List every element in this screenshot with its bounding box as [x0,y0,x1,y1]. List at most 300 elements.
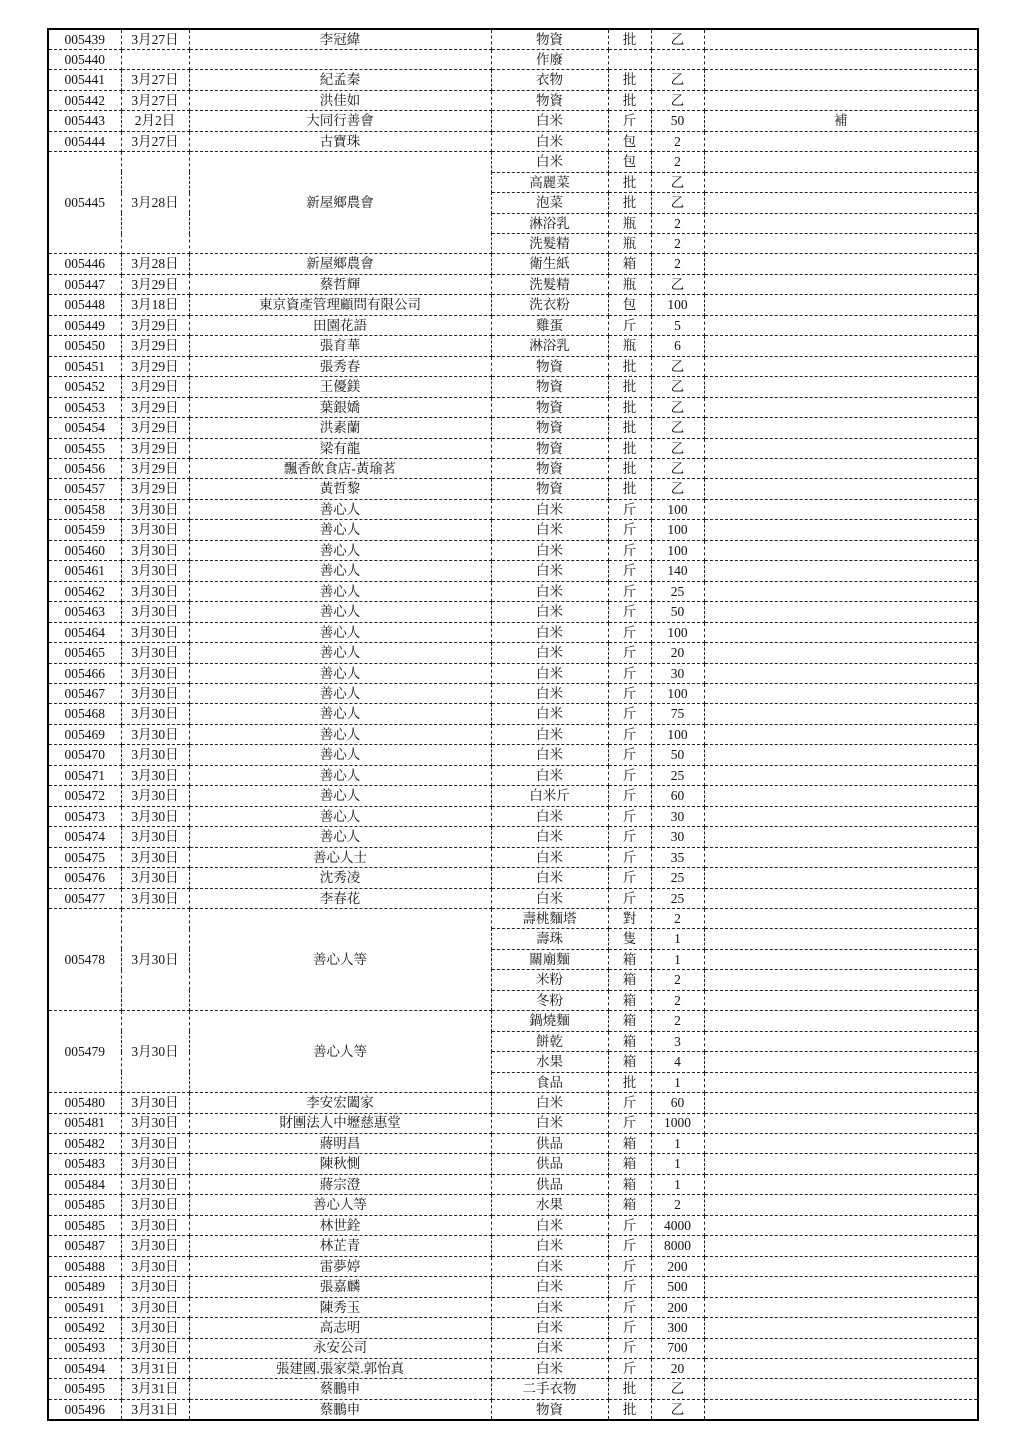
item-cell: 白米 [491,724,608,744]
table-row [48,745,978,765]
note-cell [704,1358,978,1378]
date-cell: 3月30日 [121,499,189,519]
table-row [48,561,978,581]
item-cell: 洗髮精 [491,274,608,294]
qty-cell: 乙 [651,1399,704,1420]
table-row [48,152,978,172]
table-row [48,868,978,888]
unit-cell: 包 [608,152,651,172]
note-cell [704,765,978,785]
donor-cell: 張育華 [189,336,491,356]
table-row [48,315,978,335]
item-cell: 米粉 [491,970,608,990]
unit-cell: 批 [608,172,651,192]
note-cell [704,131,978,151]
date-cell: 3月30日 [121,724,189,744]
table-row [48,1277,978,1297]
item-cell: 壽珠 [491,929,608,949]
item-cell: 鍋燒麵 [491,1011,608,1031]
date-cell: 3月30日 [121,1297,189,1317]
donor-cell: 永安公司 [189,1338,491,1358]
receipt-number-cell: 005469 [48,724,121,744]
receipt-number-cell: 005481 [48,1113,121,1133]
note-cell [704,1031,978,1051]
qty-cell: 2 [651,234,704,254]
unit-cell: 斤 [608,1338,651,1358]
note-cell [704,499,978,519]
donor-cell: 善心人 [189,704,491,724]
qty-cell: 乙 [651,1379,704,1399]
item-cell: 供品 [491,1133,608,1153]
receipt-number-cell: 005449 [48,315,121,335]
donor-cell: 財團法人中壢慈惠堂 [189,1113,491,1133]
date-cell: 3月31日 [121,1399,189,1420]
item-cell: 白米 [491,1277,608,1297]
qty-cell: 25 [651,765,704,785]
donor-cell: 林芷青 [189,1236,491,1256]
note-cell [704,949,978,969]
date-cell: 3月29日 [121,397,189,417]
qty-cell: 100 [651,295,704,315]
unit-cell: 批 [608,70,651,90]
note-cell [704,90,978,110]
qty-cell: 2 [651,1195,704,1215]
table-row [48,1236,978,1256]
qty-cell: 140 [651,561,704,581]
item-cell: 白米 [491,540,608,560]
date-cell: 3月29日 [121,459,189,479]
table-row [48,806,978,826]
note-cell [704,868,978,888]
ledger-body [48,29,978,1420]
item-cell: 白米 [491,643,608,663]
unit-cell: 斤 [608,745,651,765]
note-cell [704,49,978,69]
receipt-number-cell: 005459 [48,520,121,540]
item-cell: 白米 [491,1318,608,1338]
donor-cell: 善心人 [189,540,491,560]
item-cell: 供品 [491,1154,608,1174]
receipt-number-cell: 005452 [48,377,121,397]
donor-cell: 善心人等 [189,1011,491,1093]
receipt-number-cell: 005453 [48,397,121,417]
unit-cell: 斤 [608,704,651,724]
date-cell [121,49,189,69]
donor-cell: 張秀春 [189,356,491,376]
table-row [48,540,978,560]
item-cell: 高麗菜 [491,172,608,192]
date-cell: 3月30日 [121,1215,189,1235]
item-cell: 白米 [491,847,608,867]
date-cell: 3月30日 [121,684,189,704]
unit-cell: 批 [608,1399,651,1420]
donor-cell: 張建國.張家榮.郭怡真 [189,1358,491,1378]
note-cell [704,581,978,601]
note-cell [704,827,978,847]
item-cell: 雞蛋 [491,315,608,335]
qty-cell: 乙 [651,377,704,397]
receipt-number-cell: 005496 [48,1399,121,1420]
date-cell: 3月29日 [121,336,189,356]
table-row [48,1195,978,1215]
date-cell: 3月30日 [121,643,189,663]
receipt-number-cell: 005471 [48,765,121,785]
note-cell [704,643,978,663]
date-cell: 3月30日 [121,1277,189,1297]
qty-cell: 20 [651,1358,704,1378]
table-row [48,663,978,683]
note-cell [704,397,978,417]
table-row [48,49,978,69]
date-cell: 3月29日 [121,438,189,458]
table-row [48,111,978,131]
table-row [48,1256,978,1276]
donor-cell: 蔡鵬申 [189,1399,491,1420]
table-row [48,131,978,151]
unit-cell: 斤 [608,1256,651,1276]
item-cell: 作廢 [491,49,608,69]
qty-cell: 2 [651,152,704,172]
receipt-number-cell: 005455 [48,438,121,458]
donor-cell: 李安宏闔家 [189,1093,491,1113]
note-cell [704,1174,978,1194]
item-cell: 水果 [491,1052,608,1072]
date-cell: 3月30日 [121,786,189,806]
unit-cell: 瓶 [608,234,651,254]
receipt-number-cell: 005483 [48,1154,121,1174]
note-cell [704,315,978,335]
item-cell: 食品 [491,1072,608,1092]
date-cell: 3月30日 [121,1154,189,1174]
table-row [48,908,978,928]
table-row [48,397,978,417]
item-cell: 物資 [491,459,608,479]
note-cell [704,438,978,458]
donor-cell: 洪素蘭 [189,418,491,438]
date-cell: 3月29日 [121,479,189,499]
receipt-number-cell: 005488 [48,1256,121,1276]
table-row [48,1133,978,1153]
item-cell: 白米 [491,663,608,683]
item-cell: 物資 [491,438,608,458]
qty-cell: 60 [651,1093,704,1113]
date-cell: 3月30日 [121,622,189,642]
table-row [48,1379,978,1399]
date-cell: 3月27日 [121,90,189,110]
date-cell: 3月27日 [121,70,189,90]
date-cell: 3月30日 [121,827,189,847]
table-row [48,90,978,110]
donor-cell: 蔣明昌 [189,1133,491,1153]
note-cell [704,929,978,949]
qty-cell: 30 [651,806,704,826]
donor-cell: 李春花 [189,888,491,908]
note-cell [704,602,978,622]
receipt-number-cell: 005461 [48,561,121,581]
qty-cell: 3 [651,1031,704,1051]
date-cell: 3月30日 [121,602,189,622]
donor-cell: 善心人 [189,806,491,826]
unit-cell: 斤 [608,1358,651,1378]
note-cell [704,1093,978,1113]
unit-cell: 斤 [608,540,651,560]
receipt-number-cell: 005458 [48,499,121,519]
unit-cell: 斤 [608,561,651,581]
receipt-number-cell: 005444 [48,131,121,151]
qty-cell: 2 [651,213,704,233]
item-cell: 關廟麵 [491,949,608,969]
item-cell: 白米 [491,704,608,724]
table-row [48,827,978,847]
unit-cell: 包 [608,131,651,151]
unit-cell: 斤 [608,1236,651,1256]
qty-cell: 50 [651,602,704,622]
date-cell: 3月29日 [121,418,189,438]
unit-cell: 斤 [608,806,651,826]
receipt-number-cell: 005489 [48,1277,121,1297]
date-cell: 3月29日 [121,377,189,397]
unit-cell: 斤 [608,581,651,601]
unit-cell: 批 [608,1072,651,1092]
unit-cell: 批 [608,1379,651,1399]
unit-cell: 瓶 [608,274,651,294]
donor-cell: 善心人 [189,499,491,519]
note-cell [704,1379,978,1399]
item-cell: 供品 [491,1174,608,1194]
receipt-number-cell: 005480 [48,1093,121,1113]
item-cell: 白米 [491,1297,608,1317]
note-cell [704,684,978,704]
item-cell: 物資 [491,479,608,499]
table-row [48,581,978,601]
donor-cell: 洪佳如 [189,90,491,110]
table-row [48,1338,978,1358]
date-cell: 3月30日 [121,868,189,888]
table-row [48,70,978,90]
donor-cell: 東京資產管理顧問有限公司 [189,295,491,315]
qty-cell: 100 [651,499,704,519]
note-cell [704,1399,978,1420]
donor-cell: 新屋鄉農會 [189,152,491,254]
date-cell: 3月30日 [121,765,189,785]
note-cell [704,1133,978,1153]
note-cell [704,29,978,49]
unit-cell [608,49,651,69]
qty-cell: 2 [651,970,704,990]
note-cell [704,152,978,172]
table-row [48,274,978,294]
table-row [48,459,978,479]
item-cell: 物資 [491,29,608,49]
donor-cell: 飄香飲食店-黃瑜茗 [189,459,491,479]
qty-cell: 乙 [651,356,704,376]
note-cell [704,172,978,192]
date-cell: 3月30日 [121,561,189,581]
item-cell: 白米 [491,131,608,151]
unit-cell: 斤 [608,622,651,642]
item-cell: 白米 [491,1093,608,1113]
item-cell: 二手衣物 [491,1379,608,1399]
receipt-number-cell: 005482 [48,1133,121,1153]
date-cell: 3月30日 [121,1093,189,1113]
item-cell: 白米 [491,1236,608,1256]
item-cell: 白米 [491,1113,608,1133]
qty-cell: 乙 [651,172,704,192]
item-cell: 餅乾 [491,1031,608,1051]
note-cell [704,459,978,479]
unit-cell: 瓶 [608,336,651,356]
qty-cell: 6 [651,336,704,356]
qty-cell: 1 [651,1072,704,1092]
qty-cell: 乙 [651,418,704,438]
donor-cell: 雷夢婷 [189,1256,491,1276]
qty-cell: 4000 [651,1215,704,1235]
date-cell: 3月30日 [121,888,189,908]
donor-cell: 善心人等 [189,1195,491,1215]
date-cell: 3月30日 [121,540,189,560]
donor-cell [189,49,491,69]
receipt-number-cell: 005484 [48,1174,121,1194]
unit-cell: 批 [608,193,651,213]
qty-cell: 乙 [651,70,704,90]
note-cell [704,724,978,744]
item-cell: 物資 [491,377,608,397]
qty-cell: 100 [651,724,704,744]
note-cell [704,1215,978,1235]
qty-cell: 300 [651,1318,704,1338]
unit-cell: 批 [608,438,651,458]
date-cell: 3月27日 [121,131,189,151]
note-cell [704,1195,978,1215]
qty-cell: 25 [651,868,704,888]
receipt-number-cell: 005454 [48,418,121,438]
table-row [48,438,978,458]
receipt-number-cell: 005473 [48,806,121,826]
date-cell: 3月28日 [121,254,189,274]
receipt-number-cell: 005478 [48,908,121,1010]
date-cell: 3月31日 [121,1379,189,1399]
table-row [48,1399,978,1420]
unit-cell: 箱 [608,1154,651,1174]
date-cell: 3月30日 [121,1195,189,1215]
date-cell: 3月30日 [121,908,189,1010]
unit-cell: 批 [608,90,651,110]
note-cell [704,336,978,356]
receipt-number-cell: 005491 [48,1297,121,1317]
unit-cell: 箱 [608,1052,651,1072]
note-cell [704,356,978,376]
receipt-number-cell: 005442 [48,90,121,110]
item-cell: 白米斤 [491,786,608,806]
unit-cell: 斤 [608,643,651,663]
note-cell [704,1318,978,1338]
qty-cell: 50 [651,745,704,765]
receipt-number-cell: 005441 [48,70,121,90]
unit-cell: 批 [608,356,651,376]
unit-cell: 斤 [608,847,651,867]
donor-cell: 葉銀嬌 [189,397,491,417]
qty-cell: 30 [651,663,704,683]
donor-cell: 善心人 [189,561,491,581]
qty-cell: 1 [651,1154,704,1174]
date-cell: 3月30日 [121,1256,189,1276]
note-cell [704,1011,978,1031]
table-row [48,418,978,438]
qty-cell: 2 [651,990,704,1010]
donor-cell: 沈秀凌 [189,868,491,888]
table-row [48,704,978,724]
date-cell: 3月30日 [121,847,189,867]
donor-cell: 蔡哲輝 [189,274,491,294]
item-cell: 白米 [491,111,608,131]
table-row [48,520,978,540]
date-cell: 3月30日 [121,806,189,826]
receipt-number-cell: 005485 [48,1215,121,1235]
note-cell [704,70,978,90]
item-cell: 物資 [491,418,608,438]
table-row [48,29,978,49]
date-cell: 3月30日 [121,1133,189,1153]
receipt-number-cell: 005475 [48,847,121,867]
date-cell: 3月30日 [121,1011,189,1093]
unit-cell: 箱 [608,1133,651,1153]
donor-cell: 田園花語 [189,315,491,335]
qty-cell: 500 [651,1277,704,1297]
table-row [48,1174,978,1194]
qty-cell: 60 [651,786,704,806]
item-cell: 白米 [491,602,608,622]
receipt-number-cell: 005487 [48,1236,121,1256]
note-cell [704,1113,978,1133]
unit-cell: 隻 [608,929,651,949]
item-cell: 洗衣粉 [491,295,608,315]
donor-cell: 善心人 [189,684,491,704]
note-cell [704,540,978,560]
qty-cell: 20 [651,643,704,663]
unit-cell: 對 [608,908,651,928]
receipt-number-cell: 005477 [48,888,121,908]
table-row [48,1318,978,1338]
receipt-number-cell: 005466 [48,663,121,683]
donor-cell: 善心人 [189,724,491,744]
donor-cell: 善心人 [189,520,491,540]
table-row [48,1358,978,1378]
unit-cell: 斤 [608,111,651,131]
note-cell [704,888,978,908]
note-cell [704,193,978,213]
note-cell [704,1338,978,1358]
qty-cell: 1 [651,929,704,949]
unit-cell: 斤 [608,684,651,704]
note-cell [704,1277,978,1297]
item-cell: 白米 [491,1358,608,1378]
note-cell [704,418,978,438]
note-cell: 補 [704,111,978,131]
unit-cell: 斤 [608,724,651,744]
receipt-number-cell: 005492 [48,1318,121,1338]
qty-cell: 2 [651,1011,704,1031]
unit-cell: 斤 [608,1297,651,1317]
item-cell: 白米 [491,806,608,826]
note-cell [704,970,978,990]
donor-cell: 紀孟秦 [189,70,491,90]
donor-cell: 黃哲黎 [189,479,491,499]
unit-cell: 斤 [608,827,651,847]
date-cell: 3月30日 [121,581,189,601]
item-cell: 衣物 [491,70,608,90]
qty-cell: 100 [651,540,704,560]
item-cell: 白米 [491,888,608,908]
